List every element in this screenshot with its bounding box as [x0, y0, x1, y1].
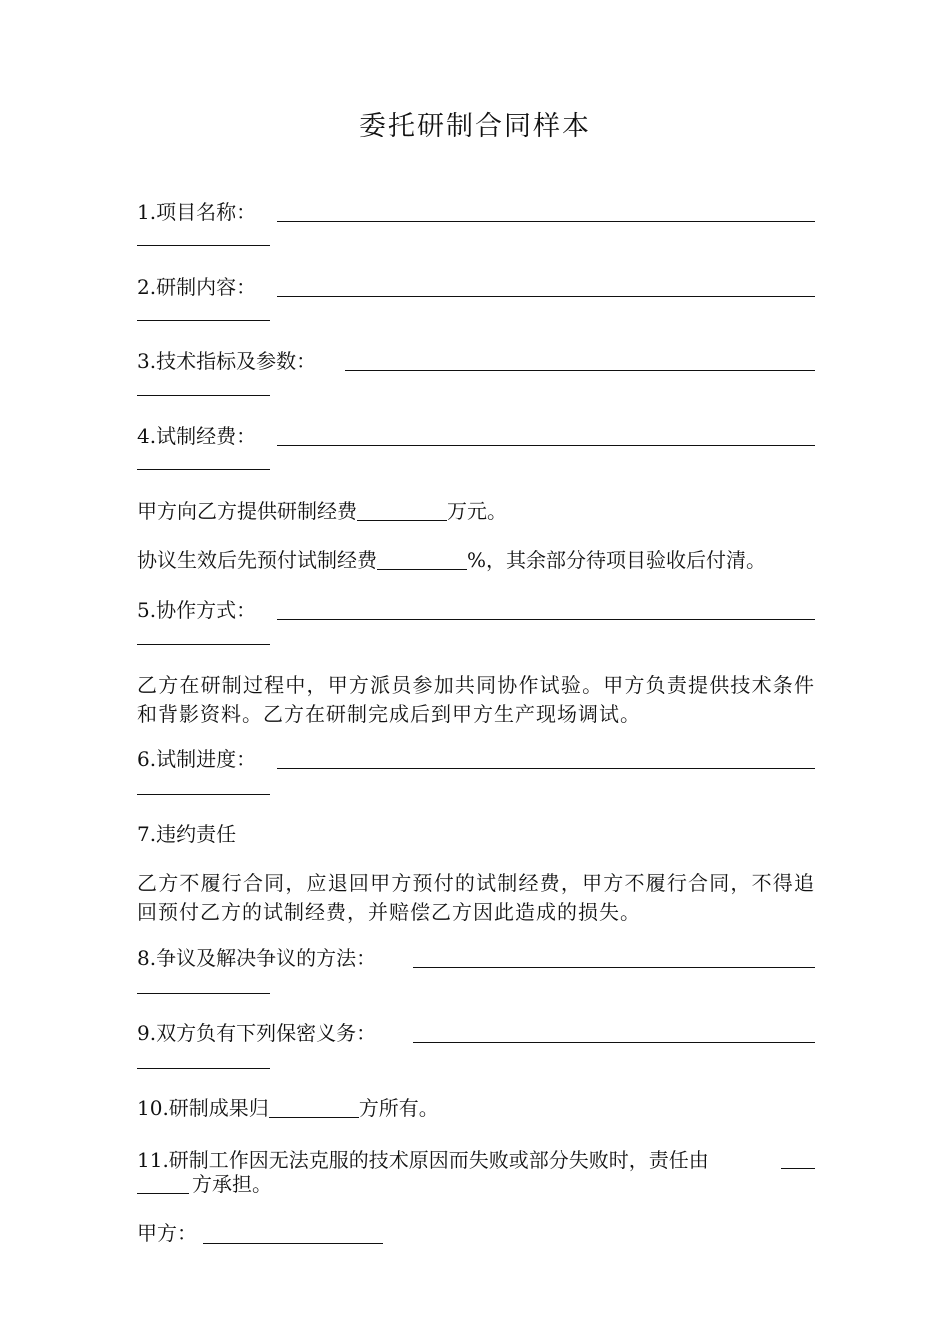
item-liability-heading: 7.违约责任 — [137, 822, 237, 846]
fee-blank-continued[interactable] — [137, 469, 270, 470]
page-title: 委托研制合同样本 — [359, 111, 591, 142]
item-specs-label: 3.技术指标及参数： — [137, 349, 317, 373]
content-blank-continued[interactable] — [137, 320, 270, 321]
confidentiality-blank[interactable] — [413, 1042, 815, 1043]
dispute-blank-continued[interactable] — [137, 993, 270, 994]
fee-amount-blank[interactable] — [357, 500, 447, 521]
failure-prefix: 11.研制工作因无法克服的技术原因而失败或部分失败时，责任由 — [137, 1148, 709, 1172]
prepayment-prefix: 协议生效后先预付试制经费 — [137, 548, 377, 572]
party-a-signature-blank[interactable] — [203, 1243, 383, 1244]
schedule-blank-continued[interactable] — [137, 794, 270, 795]
item-content-label: 2.研制内容： — [137, 275, 257, 299]
item-dispute-label: 8.争议及解决争议的方法： — [137, 946, 377, 970]
fee-amount-prefix: 甲方向乙方提供研制经费 — [137, 499, 357, 523]
failure-suffix: 方承担。 — [192, 1172, 272, 1196]
failure-party-blank[interactable] — [781, 1168, 815, 1169]
fee-blank[interactable] — [277, 445, 815, 446]
specs-blank[interactable] — [345, 370, 815, 371]
dispute-blank[interactable] — [413, 967, 815, 968]
fee-amount-line — [137, 497, 507, 525]
cooperation-blank-continued[interactable] — [137, 644, 270, 645]
item-project-name-label: 1.项目名称： — [137, 200, 257, 224]
item-confidentiality-label: 9.双方负有下列保密义务： — [137, 1021, 377, 1045]
schedule-blank[interactable] — [277, 768, 815, 769]
ownership-prefix: 10.研制成果归 — [137, 1096, 269, 1120]
prepayment-suffix: %，其余部分待项目验收后付清。 — [467, 548, 767, 572]
item-cooperation-label: 5.协作方式： — [137, 598, 257, 622]
project-name-blank-continued[interactable] — [137, 245, 270, 246]
item-ownership-line — [137, 1094, 439, 1122]
failure-party-blank-continued[interactable] — [137, 1193, 189, 1194]
confidentiality-blank-continued[interactable] — [137, 1068, 270, 1069]
ownership-party-blank[interactable] — [269, 1097, 359, 1118]
item-fee-label: 4.试制经费： — [137, 424, 257, 448]
party-a-label: 甲方： — [137, 1221, 197, 1245]
fee-amount-suffix: 万元。 — [447, 499, 507, 523]
liability-paragraph: 乙方不履行合同，应退回甲方预付的试制经费，甲方不履行合同，不得追回预付乙方的试制经费，并赔偿乙方因此造成的损失。 — [137, 871, 815, 924]
cooperation-paragraph: 乙方在研制过程中，甲方派员参加共同协作试验。甲方负责提供技术条件和背影资料。乙方在研制完成后到甲方生产现场调试。 — [137, 673, 815, 726]
ownership-suffix: 方所有。 — [358, 1096, 439, 1120]
prepayment-line — [137, 546, 766, 574]
prepayment-percent-blank[interactable] — [377, 549, 467, 570]
content-blank[interactable] — [277, 296, 815, 297]
item-schedule-label: 6.试制进度： — [137, 747, 257, 771]
specs-blank-continued[interactable] — [137, 395, 270, 396]
cooperation-blank[interactable] — [277, 619, 815, 620]
project-name-blank[interactable] — [277, 221, 815, 222]
